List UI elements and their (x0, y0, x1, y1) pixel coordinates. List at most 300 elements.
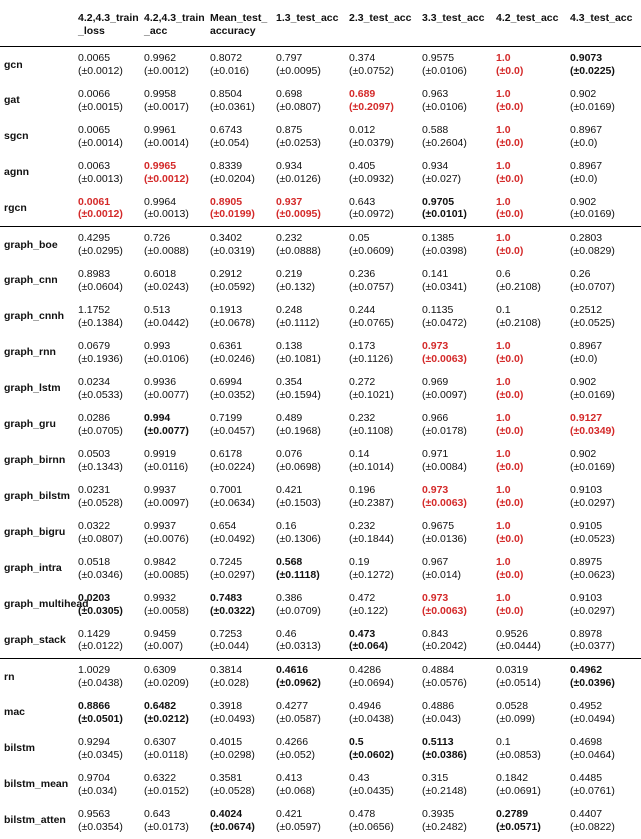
metric-value: 0.354 (276, 376, 303, 388)
metric-cell (566, 335, 641, 371)
metric-cell (566, 695, 641, 731)
metric-std: (±0.0017) (144, 100, 189, 113)
metric-std: (±0.0204) (210, 172, 255, 185)
metric-value: 0.3918 (210, 700, 243, 712)
metric-std: (±0.0623) (570, 568, 615, 581)
metric-std: (±0.0126) (276, 172, 321, 185)
metric-value: 0.4886 (422, 700, 455, 712)
metric-value: 1.0 (496, 124, 511, 136)
metric-std: (±0.0106) (422, 64, 467, 77)
metric-value: 0.4946 (349, 700, 382, 712)
metric-std: (±0.0341) (422, 280, 467, 293)
metric-cell (418, 119, 492, 155)
metric-std: (±0.1021) (349, 388, 394, 401)
metric-cell (345, 515, 418, 551)
metric-cell (272, 227, 345, 263)
metric-std: (±0.0604) (78, 280, 123, 293)
metric-cell (140, 155, 206, 191)
metric-std: (±0.1306) (276, 532, 321, 545)
model-name: graph_cnn (4, 274, 58, 287)
metric-value: 0.8967 (570, 160, 603, 172)
metric-cell (492, 335, 566, 371)
metric-std: (±0.1272) (349, 568, 394, 581)
metric-std: (±0.0698) (276, 460, 321, 473)
metric-std: (±0.0063) (422, 352, 467, 365)
metric-std: (±0.0379) (349, 136, 394, 149)
metric-value: 0.8339 (210, 160, 243, 172)
metric-std: (±0.122) (349, 604, 389, 617)
model-name: sgcn (4, 130, 29, 143)
column-header: 4.3_test_acc (570, 12, 633, 24)
metric-cell (418, 659, 492, 695)
metric-value: 0.421 (276, 808, 303, 820)
metric-std: (±0.0761) (570, 784, 615, 797)
metric-std: (±0.0) (496, 172, 524, 185)
metric-cell (206, 227, 272, 263)
metric-value: 0.16 (276, 520, 297, 532)
metric-value: 0.9294 (78, 736, 111, 748)
metric-cell (345, 83, 418, 119)
metric-value: 0.9675 (422, 520, 455, 532)
metric-value: 1.0 (496, 376, 511, 388)
metric-std: (±0.0345) (78, 748, 123, 761)
metric-value: 0.8978 (570, 627, 603, 640)
metric-value: 0.9842 (144, 556, 177, 568)
metric-value: 0.726 (144, 232, 171, 245)
model-name: gcn (4, 58, 23, 71)
metric-cell (206, 803, 272, 839)
metric-std: (±0.0962) (276, 676, 321, 689)
metric-std: (±0.0528) (78, 496, 123, 509)
metric-cell (74, 119, 140, 155)
metric-std: (±0.2097) (349, 100, 394, 113)
metric-cell (272, 299, 345, 335)
metric-value: 0.643 (349, 195, 376, 208)
metric-cell (418, 191, 492, 227)
metric-value: 0.2789 (496, 808, 529, 820)
metric-value: 0.3814 (210, 664, 243, 677)
table-row (0, 119, 641, 155)
metric-cell (74, 299, 140, 335)
metric-cell (140, 731, 206, 767)
metric-cell (206, 587, 272, 623)
metric-std: (±0.1118) (276, 568, 320, 581)
metric-std: (±0.0932) (349, 172, 394, 185)
metric-cell (345, 695, 418, 731)
metric-value: 0.272 (349, 376, 376, 388)
metric-value: 0.232 (349, 412, 376, 424)
metric-value: 0.6994 (210, 376, 243, 388)
metric-value: 1.0 (496, 160, 511, 172)
metric-value: 0.7001 (210, 484, 243, 496)
metric-value: 0.6307 (144, 736, 177, 748)
metric-std: (±0.0097) (144, 496, 189, 509)
metric-cell (566, 119, 641, 155)
metric-cell (492, 299, 566, 335)
metric-cell (345, 371, 418, 407)
metric-value: 0.6482 (144, 700, 177, 712)
metric-value: 0.0065 (78, 124, 111, 136)
metric-value: 0.971 (422, 448, 449, 460)
model-name: bilstm_atten (4, 814, 66, 827)
metric-std: (±0.1384) (78, 316, 123, 329)
metric-cell (140, 767, 206, 803)
metric-std: (±0.1126) (349, 352, 394, 365)
metric-value: 0.4295 (78, 232, 111, 245)
metric-std: (±0.0173) (144, 820, 189, 833)
metric-std: (±0.0) (496, 64, 524, 77)
metric-std: (±0.0243) (144, 280, 189, 293)
metric-std: (±0.0444) (496, 640, 541, 653)
metric-std: (±0.0674) (210, 820, 255, 833)
metric-std: (±0.0602) (349, 748, 394, 761)
metric-value: 0.9575 (422, 52, 455, 65)
metric-std: (±0.0829) (570, 244, 615, 257)
metric-cell (492, 119, 566, 155)
metric-std: (±0.0) (496, 424, 524, 437)
metric-value: 1.0 (496, 484, 511, 496)
metric-std: (±0.0169) (570, 460, 615, 473)
metric-value: 0.6 (496, 268, 511, 280)
model-name: rn (4, 670, 15, 683)
metric-value: 0.4884 (422, 664, 455, 677)
metric-std: (±0.0972) (349, 208, 394, 221)
metric-std: (±0.044) (210, 640, 250, 653)
metric-value: 1.0 (496, 88, 511, 100)
metric-value: 0.232 (276, 232, 303, 245)
metric-cell (345, 767, 418, 803)
metric-cell (566, 767, 641, 803)
metric-std: (±0.0253) (276, 136, 321, 149)
metric-std: (±0.0592) (210, 280, 255, 293)
metric-value: 0.0679 (78, 340, 111, 352)
metric-cell (566, 83, 641, 119)
metric-cell (492, 803, 566, 839)
metric-std: (±0.0106) (422, 100, 467, 113)
metric-std: (±0.0297) (570, 496, 615, 509)
metric-std: (±0.0313) (276, 640, 321, 653)
metric-value: 0.689 (349, 88, 376, 100)
metric-std: (±0.0609) (349, 244, 394, 257)
metric-std: (±0.0678) (210, 316, 255, 329)
metric-value: 0.9961 (144, 124, 177, 136)
metric-value: 0.196 (349, 484, 376, 496)
metric-cell (566, 47, 641, 83)
metric-cell (418, 407, 492, 443)
metric-std: (±0.007) (144, 640, 184, 653)
metric-std: (±0.0354) (78, 820, 123, 833)
metric-cell (345, 407, 418, 443)
table-row (0, 623, 641, 659)
metric-value: 0.1913 (210, 304, 243, 316)
metric-cell (418, 587, 492, 623)
metric-cell (566, 155, 641, 191)
table-row (0, 695, 641, 731)
metric-std: (±0.0346) (78, 568, 123, 581)
metric-cell (206, 335, 272, 371)
metric-cell (492, 515, 566, 551)
metric-cell (566, 443, 641, 479)
metric-std: (±0.0) (496, 244, 524, 257)
metric-cell (566, 659, 641, 695)
metric-std: (±0.0212) (144, 712, 189, 725)
metric-cell (418, 227, 492, 263)
metric-cell (206, 515, 272, 551)
metric-std: (±0.0349) (570, 424, 615, 437)
metric-std: (±0.1968) (276, 424, 321, 437)
metric-std: (±0.0) (496, 208, 524, 221)
column-header: 4.2,4.3_train_loss (78, 12, 139, 37)
metric-std: (±0.2148) (422, 784, 467, 797)
metric-std: (±0.043) (422, 712, 462, 725)
metric-std: (±0.1343) (78, 460, 123, 473)
metric-std: (±0.0) (496, 136, 524, 149)
metric-value: 0.0234 (78, 376, 111, 388)
metric-std: (±0.0118) (144, 748, 189, 761)
metric-cell (566, 623, 641, 659)
metric-std: (±0.0525) (570, 316, 615, 329)
metric-std: (±0.0514) (496, 676, 541, 689)
metric-std: (±0.0694) (349, 676, 394, 689)
metric-std: (±0.0438) (78, 676, 123, 689)
metric-value: 0.993 (144, 340, 171, 352)
table-row (0, 551, 641, 587)
metric-cell (272, 155, 345, 191)
metric-std: (±0.0246) (210, 352, 255, 365)
metric-std: (±0.052) (276, 748, 316, 761)
metric-std: (±0.0297) (210, 568, 255, 581)
metric-std: (±0.0) (496, 100, 524, 113)
metric-value: 0.46 (276, 627, 297, 640)
metric-cell (74, 155, 140, 191)
model-name: graph_cnnh (4, 310, 65, 323)
metric-cell (272, 119, 345, 155)
metric-value: 0.1842 (496, 772, 529, 784)
metric-value: 0.9103 (570, 592, 603, 604)
metric-value: 1.0 (496, 52, 511, 65)
metric-std: (±0.0) (496, 388, 524, 401)
table-row (0, 803, 641, 839)
metric-std: (±0.2108) (496, 280, 541, 293)
metric-cell (206, 119, 272, 155)
metric-cell (492, 695, 566, 731)
metric-value: 0.7483 (210, 592, 243, 604)
metric-cell (345, 155, 418, 191)
metric-std: (±0.0) (496, 604, 524, 617)
metric-std: (±0.0705) (78, 424, 123, 437)
metric-value: 0.8072 (210, 52, 243, 65)
metric-cell (140, 335, 206, 371)
metric-std: (±0.016) (210, 64, 250, 77)
metric-value: 0.8905 (210, 195, 243, 208)
metric-cell (206, 47, 272, 83)
metric-value: 0.568 (276, 556, 303, 568)
metric-cell (492, 479, 566, 515)
metric-cell (272, 443, 345, 479)
metric-value: 1.1752 (78, 304, 111, 316)
metric-value: 0.588 (422, 124, 449, 136)
metric-cell (566, 407, 641, 443)
metric-cell (418, 551, 492, 587)
metric-value: 0.19 (349, 556, 370, 568)
metric-value: 0.9936 (144, 376, 177, 388)
metric-value: 1.0 (496, 232, 511, 245)
header-corner (0, 6, 74, 47)
metric-value: 0.3581 (210, 772, 243, 784)
metric-value: 0.934 (276, 160, 303, 172)
metric-std: (±0.0494) (570, 712, 615, 725)
metric-std: (±0.0077) (144, 388, 189, 401)
model-name: graph_birnn (4, 454, 66, 467)
metric-std: (±0.0106) (144, 352, 189, 365)
metric-std: (±0.0063) (422, 496, 467, 509)
metric-std: (±0.0576) (422, 676, 467, 689)
metric-cell (140, 515, 206, 551)
metric-cell (345, 227, 418, 263)
table-row (0, 155, 641, 191)
table-row (0, 587, 641, 623)
metric-std: (±0.0523) (570, 532, 615, 545)
metric-std: (±0.0014) (144, 136, 189, 149)
metric-cell (206, 155, 272, 191)
metric-value: 0.8504 (210, 88, 243, 100)
metric-std: (±0.0352) (210, 388, 255, 401)
metric-std: (±0.0095) (276, 208, 321, 221)
metric-value: 0.478 (349, 808, 376, 820)
metric-cell (140, 695, 206, 731)
metric-cell (418, 515, 492, 551)
metric-cell (272, 191, 345, 227)
metric-value: 0.934 (422, 160, 449, 172)
metric-value: 0.2803 (570, 232, 603, 245)
metric-std: (±0.0457) (210, 424, 255, 437)
metric-value: 0.4616 (276, 664, 309, 677)
metric-std: (±0.0322) (210, 604, 255, 617)
metric-cell (492, 83, 566, 119)
metric-std: (±0.0224) (210, 460, 255, 473)
metric-std: (±0.0319) (210, 244, 255, 257)
metric-value: 0.3402 (210, 232, 243, 245)
metric-value: 0.902 (570, 448, 597, 460)
metric-value: 0.1385 (422, 232, 455, 245)
metric-value: 1.0 (496, 592, 511, 604)
metric-cell (74, 191, 140, 227)
metric-value: 0.7253 (210, 627, 243, 640)
table-header (0, 6, 641, 47)
metric-value: 0.973 (422, 484, 449, 496)
model-name: mac (4, 706, 26, 719)
metric-std: (±0.0169) (570, 100, 615, 113)
metric-cell (566, 299, 641, 335)
metric-value: 0.902 (570, 195, 597, 208)
metric-value: 0.0061 (78, 195, 111, 208)
metric-value: 0.405 (349, 160, 376, 172)
metric-cell (74, 479, 140, 515)
metric-std: (±0.034) (78, 784, 118, 797)
metric-value: 0.902 (570, 376, 597, 388)
metric-value: 0.963 (422, 88, 449, 100)
metric-cell (566, 803, 641, 839)
metric-value: 0.6322 (144, 772, 177, 784)
metric-cell (272, 695, 345, 731)
metric-std: (±0.0361) (210, 100, 255, 113)
metric-cell (418, 299, 492, 335)
metric-cell (345, 731, 418, 767)
metric-cell (206, 731, 272, 767)
table-row (0, 263, 641, 299)
metric-value: 0.9919 (144, 448, 177, 460)
metric-cell (140, 623, 206, 659)
metric-std: (±0.0) (570, 172, 598, 185)
metric-cell (272, 551, 345, 587)
metric-std: (±0.0013) (78, 172, 123, 185)
metric-cell (206, 191, 272, 227)
metric-std: (±0.0297) (570, 604, 615, 617)
metric-cell (492, 227, 566, 263)
metric-std: (±0.1503) (276, 496, 321, 509)
metric-std: (±0.0101) (422, 208, 467, 221)
metric-cell (345, 803, 418, 839)
metric-cell (492, 767, 566, 803)
metric-std: (±0.0752) (349, 64, 394, 77)
metric-value: 0.0203 (78, 592, 111, 604)
metric-cell (206, 767, 272, 803)
model-name: rgcn (4, 202, 27, 214)
metric-value: 0.9105 (570, 520, 603, 532)
metric-cell (74, 515, 140, 551)
metric-cell (272, 767, 345, 803)
metric-cell (418, 47, 492, 83)
metric-std: (±0.0) (496, 352, 524, 365)
metric-cell (206, 479, 272, 515)
metric-std: (±0.0822) (570, 820, 615, 833)
metric-value: 0.797 (276, 52, 303, 65)
metric-value: 0.9965 (144, 160, 177, 172)
metric-std: (±0.0587) (276, 712, 321, 725)
metric-cell (140, 443, 206, 479)
metric-std: (±0.0058) (144, 604, 189, 617)
metric-cell (345, 623, 418, 659)
metric-std: (±0.2387) (349, 496, 394, 509)
metric-cell (418, 83, 492, 119)
table-row (0, 47, 641, 83)
metric-value: 0.0286 (78, 412, 111, 424)
model-name: graph_bilstm (4, 490, 70, 503)
metric-std: (±0.054) (210, 136, 250, 149)
metric-std: (±0.0528) (210, 784, 255, 797)
model-name: graph_stack (4, 634, 66, 646)
metric-value: 0.05 (349, 232, 370, 245)
metric-std: (±0.0709) (276, 604, 321, 617)
metric-cell (566, 371, 641, 407)
metric-cell (492, 263, 566, 299)
metric-cell (418, 695, 492, 731)
metric-std: (±0.0012) (144, 172, 189, 185)
column-header: 4.2_test_acc (496, 12, 559, 24)
metric-std: (±0.0853) (496, 748, 541, 761)
metric-cell (492, 587, 566, 623)
metric-cell (566, 515, 641, 551)
metric-std: (±0.027) (422, 172, 462, 185)
metric-cell (74, 551, 140, 587)
metric-value: 0.0322 (78, 520, 111, 532)
metric-cell (272, 335, 345, 371)
metric-cell (492, 623, 566, 659)
metric-cell (345, 47, 418, 83)
metric-value: 0.973 (422, 592, 449, 604)
metric-value: 0.4277 (276, 700, 309, 712)
metric-std: (±0.0077) (144, 424, 189, 437)
